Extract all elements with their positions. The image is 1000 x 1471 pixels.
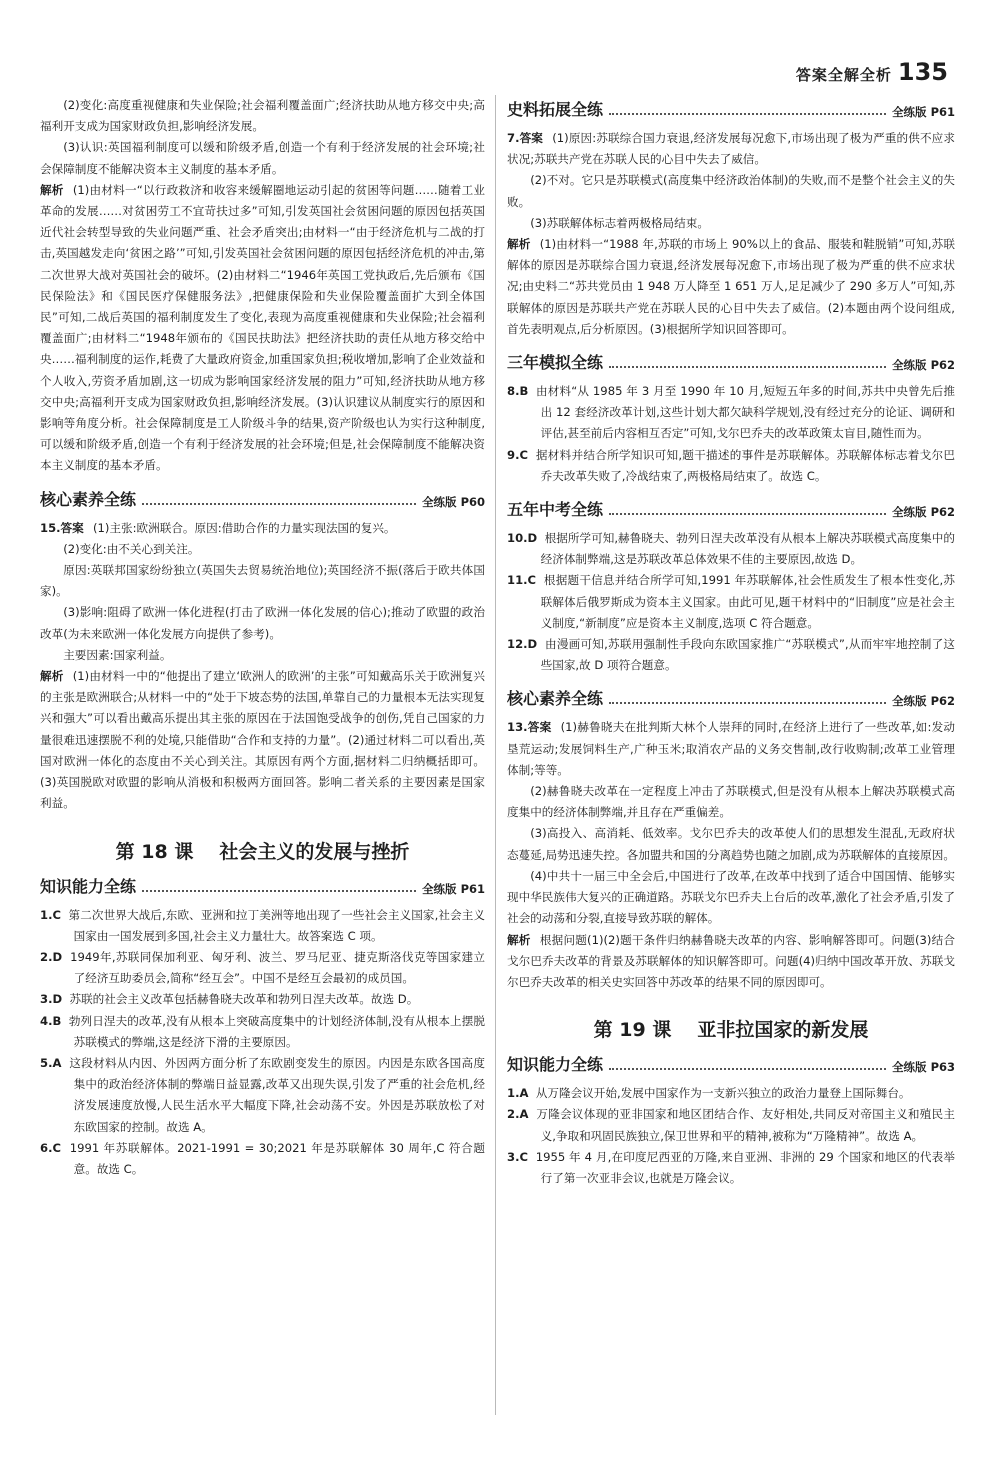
- answer-block: (3)苏联解体标志着两极格局结束。: [530, 215, 709, 230]
- answer-block: 15.答案 (1)主张:欧洲联合。原因:借助合作的力量实现法国的复兴。: [40, 520, 396, 535]
- list-item: 10.D 根据所学可知,赫鲁晓夫、勃列日涅夫改革没有从根本上解决苏联模式高度集中的经济体制弊端,这是苏联改革总体效果不佳的主要原因,故选 D。: [507, 531, 955, 567]
- answer-block: (3)认识:英国福利制度可以缓和阶级矛盾,创造一个有利于经济发展的社会环境;社会保障制度不能解决资本主义制度的基本矛盾。: [40, 140, 485, 176]
- list-item: 3.D 苏联的社会主义改革包括赫鲁晓夫改革和勃列日涅夫改革。故选 D。: [40, 992, 419, 1007]
- list-item: 3.C 1955 年 4 月,在印度尼西亚的万隆,来自亚洲、非洲的 29 个国家和地区的代表举行了第一次亚非会议,也就是万隆会议。: [507, 1149, 956, 1185]
- answer-block: (3)高投入、高消耗、低效率。戈尔巴乔夫的改革使人们的思想发生混乱,无政府状态蔓延,局势迅速失控。各加盟共和国的分离趋势也随之加剧,成为苏联解体的直接原因。: [507, 826, 955, 862]
- answer-block: (2)赫鲁晓夫改革在一定程度上冲击了苏联模式,但是没有从根本上解决苏联模式高度集中的经济体制弊端,并且存在严重偏差。: [507, 784, 955, 820]
- list-item: 5.A 这段材料从内因、外因两方面分析了东欧剧变发生的原因。内因是东欧各国高度集中的政治经济体制的弊端日益显露,改革又出现失误,引发了严重的社会危机,经济发展速度放慢,人民生活水平大幅度下降,社会动荡不安。外因是苏联放松了对东欧国家的控制。故选 A。: [40, 1055, 485, 1134]
- list-item: 12.D 由漫画可知,苏联用强制性手段向东欧国家推广“苏联模式”,从而牢牢地控制了这些国家,故 D 项符合题意。: [507, 637, 956, 673]
- section-heading: 核心素养全练 全练版 P60: [40, 489, 485, 509]
- answer-block: 主要因素:国家利益。: [63, 647, 172, 662]
- section-heading: 核心素养全练 全练版 P62: [507, 689, 955, 709]
- answer-block: (2)变化:高度重视健康和失业保险;社会福利覆盖面广;经济扶助从地方移交中央;高福利开支成为国家财政负担,影响经济发展。: [40, 98, 485, 134]
- list-item: 2.D 1949年,苏联同保加利亚、匈牙利、波兰、罗马尼亚、捷克斯洛伐克等国家建立了经济互助委员会,简称“经互会”。中国不是经互会最初的成员国。: [40, 949, 485, 986]
- header-title: 答案全解全析: [795, 66, 892, 84]
- lesson-title: 第 18 课 社会主义的发展与挫折: [115, 840, 410, 863]
- list-item: 6.C 1991 年苏联解体。2021-1991 = 30;2021 年是苏联解体 30 周年,C 符合题意。故选 C。: [40, 1140, 485, 1176]
- column-divider: [495, 95, 496, 1415]
- answer-block: (2)变化:由不关心到关注。: [63, 541, 200, 556]
- section-heading: 知识能力全练 全练版 P61: [40, 876, 485, 896]
- list-item: 8.B 由材料“从 1985 年 3 月至 1990 年 10 月,短短五年多的时间,苏共中央曾先后推出 12 套经济改革计划,这些计划大都欠缺科学规划,没有经过充分的论证、调研和评估,甚至前后内容相互否定”可知,戈尔巴乔夫的改革政策太盲目,随性而为。: [507, 384, 955, 441]
- answer-block: 7.答案 (1)原因:苏联综合国力衰退,经济发展每况愈下,市场出现了极为严重的供不应求状况;苏联共产党在苏联人民的心目中失去了威信。: [507, 131, 955, 167]
- list-item: 11.C 根据题干信息并结合所学可知,1991 年苏联解体,社会性质发生了根本性变化,苏联解体后俄罗斯成为资本主义国家。由此可见,题干材料中的“旧制度”应是社会主义制度,“新制度”应是资本主义制度,选项 C 符合题意。: [507, 573, 955, 630]
- list-item: 1.A 从万隆会议开始,发展中国家作为一支新兴独立的政治力量登上国际舞台。: [507, 1086, 911, 1101]
- page-header: [796, 58, 948, 86]
- analysis-block: 解析 (1)由材料一“以行政救济和收容来缓解圈地运动引起的贫困等问题……随着工业革命的发展……对贫困劳工不宜苛扶过多”可知,引发英国社会贫困问题的原因包括英国近代社会转型导致的失业问题严重、社会矛盾突出;由材料一“由于经济危机与二战的打击,英国越发走向‘贫困之路’”可知,引发英国社会贫困问题的原因包括经济危机的冲击,第二次世界大战对英国社会的破坏。(2)由材料二“1946年英国工党执政后,先后颁布《国民保险法》和《国民医疗保健服务法》,把健康保险和失业保险覆盖面扩大到全体国民”可知,二战后英国的福利制度发生了变化,表现为高度重视健康和失业保险;社会福利覆盖面广;由材料二“1948年颁布的《国民扶助法》把经济扶助的责任从地方移交给中央……福利制度的运作,耗费了大量政府资金,加重国家负担;税收增加,影响了企业效益和个人收入,劳资矛盾加剧,这一切成为影响国家经济发展的阻力”可知,经济扶助从地方移交中央;高福利开支成为国家财政负担,影响经济发展。(3)认识建议从制度实行的原因和影响等角度分析。社会保障制度是工人阶级斗争的结果,资产阶级也认为实行这种制度,可以缓和阶级矛盾,创造一个有利于经济发展的社会环境;但是,社会保障制度不能解决资本主义制度的基本矛盾。: [40, 182, 485, 473]
- list-item: 4.B 勃列日涅夫的改革,没有从根本上突破高度集中的计划经济体制,没有从根本上摆脱苏联模式的弊端,这是经济下滑的主要原因。: [40, 1013, 486, 1049]
- list-item: 1.C 第二次世界大战后,东欧、亚洲和拉丁美洲等地出现了一些社会主义国家,社会主义国家由一国发展到多国,社会主义力量壮大。故答案选 C 项。: [40, 907, 486, 943]
- right-column: [507, 95, 955, 1189]
- answer-block: 原因:英联邦国家纷纷独立(英国失去贸易统治地位);英国经济不振(落后于欧共体国家)。: [40, 563, 485, 599]
- analysis-block: 解析 根据问题(1)(2)题干条件归纳赫鲁晓夫改革的内容、影响解答即可。问题(3)结合戈尔巴乔夫改革的背景及苏联解体的知识解答即可。问题(4)归纳中国改革开放、苏联戈尔巴乔夫改革的相关史实回答中苏改革的结果不同的原因即可。: [507, 932, 955, 989]
- section-heading: 史料拓展全练 全练版 P61: [507, 100, 955, 119]
- list-item: 9.C 据材料并结合所学知识可知,题干描述的事件是苏联解体。苏联解体标志着戈尔巴乔夫改革失败了,冷战结束了,两极格局结束了。故选 C。: [507, 447, 955, 483]
- left-column: [40, 95, 485, 1180]
- analysis-block: 解析 (1)由材料一中的“他提出了建立‘欧洲人的欧洲’的主张”可知戴高乐关于欧洲复兴的主张是欧洲联合;从材料一中的“处于下坡态势的法国,单靠自己的力量根本无法实现复兴和强大”可以看出戴高乐提出其主张的原因在于法国饱受战争的创伤,凭自己国家的力量很难迅速摆脱不利的处境,只能借助“合作和支持的力量”。(2)通过材料二可以看出,英国对欧洲一体化的态度由不关心到关注。其原因有两个方面,据材料二归纳概括即可。(3)英国脱欧对欧盟的影响从消极和积极两方面回答。影响二者关系的主要因素是国家利益。: [40, 669, 485, 811]
- answer-block: (4)中共十一届三中全会后,中国进行了改革,在改革中找到了适合中国国情、能够实现中华民族伟大复兴的正确道路。苏联戈尔巴乔夫上台后的改革,激化了社会矛盾,引发了社会的动荡和分裂,直接导致苏联的解体。: [507, 868, 955, 926]
- answer-block: 13.答案 (1)赫鲁晓夫在批判斯大林个人崇拜的同时,在经济上进行了一些改革,如:发动垦荒运动;发展饲料生产,广种玉米;取消农产品的义务交售制,改行收购制;改革工业管理体制;等等。: [507, 720, 955, 777]
- section-heading: 知识能力全练 全练版 P63: [507, 1055, 955, 1075]
- list-item: 2.A 万隆会议体现的亚非国家和地区团结合作、友好相处,共同反对帝国主义和殖民主义,争取和巩固民族独立,保卫世界和平的精神,被称为“万隆精神”。故选 A。: [507, 1107, 955, 1143]
- answer-block: (3)影响:阻碍了欧洲一体化进程(打击了欧洲一体化发展的信心);推动了欧盟的政治改革(为未来欧洲一体化发展方向提供了参考)。: [40, 605, 485, 641]
- analysis-block: 解析 (1)由材料一“1988 年,苏联的市场上 90%以上的食品、服装和鞋脱销”可知,苏联解体的原因是苏联综合国力衰退,经济发展每况愈下,市场出现了极为严重的供不应求状况;由史料二“苏共党员由 1 948 万人降至 1 651 万人,足足减少了 290 多万人”可知,苏联解体的原因是苏联共产党在苏联人民的心目中失去了威信。(2)本题由两个设问组成,首先表明观点,后分析原因。(3)根据所学知识回答即可。: [507, 237, 955, 336]
- lesson-title: 第 19 课 亚非拉国家的新发展: [593, 1019, 869, 1042]
- section-heading: 五年中考全练 全练版 P62: [507, 500, 955, 520]
- answer-block: (2)不对。它只是苏联模式(高度集中经济政治体制)的失败,而不是整个社会主义的失败。: [507, 173, 955, 209]
- section-heading: 三年模拟全练 全练版 P62: [507, 353, 955, 373]
- analysis-label: 解析: [40, 182, 64, 197]
- page-number: 135: [897, 58, 948, 86]
